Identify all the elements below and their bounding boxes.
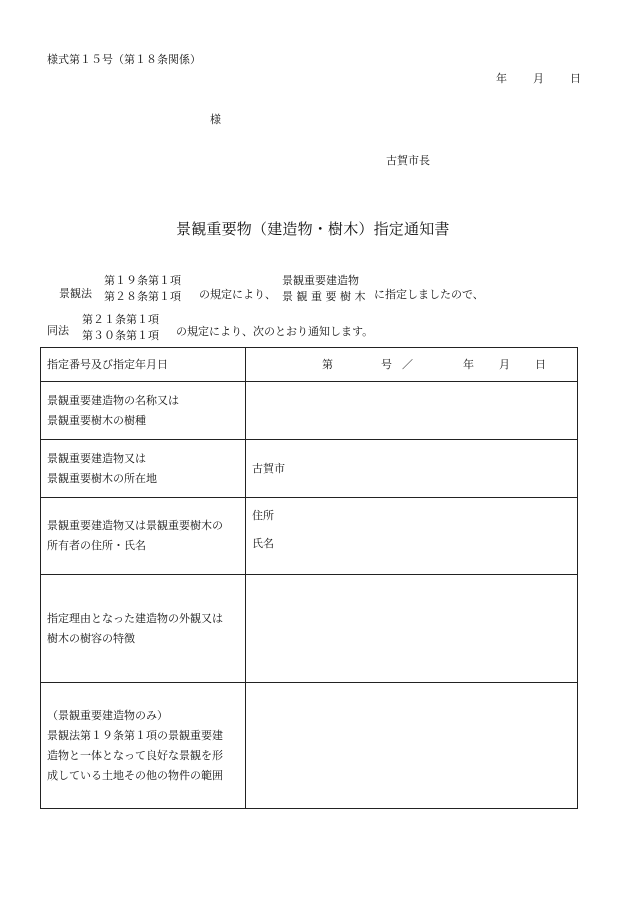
designation-month: 月 [499,357,510,371]
law2-article-b: 第３０条第１項 [82,329,159,342]
notification-table [40,347,578,809]
surrounding-range-label [41,683,246,809]
separator-slash: ／ [402,357,413,371]
location-value[interactable] [246,440,578,498]
form-number: 様式第１５号（第１８条関係） [47,53,201,66]
object-building: 景観重要建造物 [282,274,359,287]
label-line: 景観重要建造物又は [47,451,146,465]
number-prefix: 第 [322,357,333,371]
label-line: 所有者の住所・氏名 [47,539,146,552]
document-title: 景観重要物（建造物・樹木）指定通知書 [176,220,450,238]
designation-reason-value[interactable] [246,575,578,683]
date-day: 日 [570,72,581,85]
table-row [41,382,578,440]
owner-label [41,498,246,575]
owner-value[interactable] [246,498,578,575]
number-suffix: 号 [381,357,392,371]
label-line: 景観重要樹木の所在地 [47,471,157,485]
location-label [41,440,246,498]
table-row [41,498,578,575]
issue-date [496,70,581,86]
table-row [41,683,578,809]
label-line: 景観重要建造物又は景観重要樹木の [47,519,223,532]
label-line: 景観重要樹木の樹種 [47,413,146,427]
law2-article-a: 第２１条第１項 [82,313,159,326]
same-law: 同法 [47,324,69,337]
table-row [41,440,578,498]
issuer: 古賀市長 [386,154,430,167]
label-line: 景観重要建造物の名称又は [47,393,179,407]
date-month: 月 [533,72,544,85]
name-or-species-label [41,382,246,440]
law-end-text: に指定しましたので、 [374,288,484,301]
name-or-species-value[interactable] [246,382,578,440]
label-line: 指定理由となった建造物の外観又は [47,611,223,625]
owner-address-label: 住所 [252,509,274,522]
law-name: 景観法 [59,287,92,300]
designation-year: 年 [463,357,474,371]
owner-name-label: 氏名 [252,537,274,550]
table-row [41,348,578,382]
designation-number-value[interactable] [246,348,578,382]
object-tree: 景 観 重 要 樹 木 [282,290,366,303]
date-year: 年 [496,72,507,85]
designation-number-label: 指定番号及び指定年月日 [41,348,246,382]
law-article-a: 第１９条第１項 [104,274,181,287]
label-line: 造物と一体となって良好な景観を形 [47,748,223,762]
table-row [41,575,578,683]
designation-day: 日 [535,357,546,371]
label-line: 景観法第１９条第１項の景観重要建 [47,728,223,742]
city-name: 古賀市 [252,461,285,475]
label-line: 樹木の樹容の特徴 [47,631,135,645]
law-mid-text: の規定により、 [199,288,276,301]
label-line: 成している土地その他の物件の範囲 [47,768,223,782]
law-article-b: 第２８条第１項 [104,290,181,303]
law2-end-text: の規定により、次のとおり通知します。 [176,325,374,338]
addressee: 様 [210,113,221,126]
label-line: （景観重要建造物のみ） [47,708,168,722]
designation-reason-label [41,575,246,683]
surrounding-range-value[interactable] [246,683,578,809]
